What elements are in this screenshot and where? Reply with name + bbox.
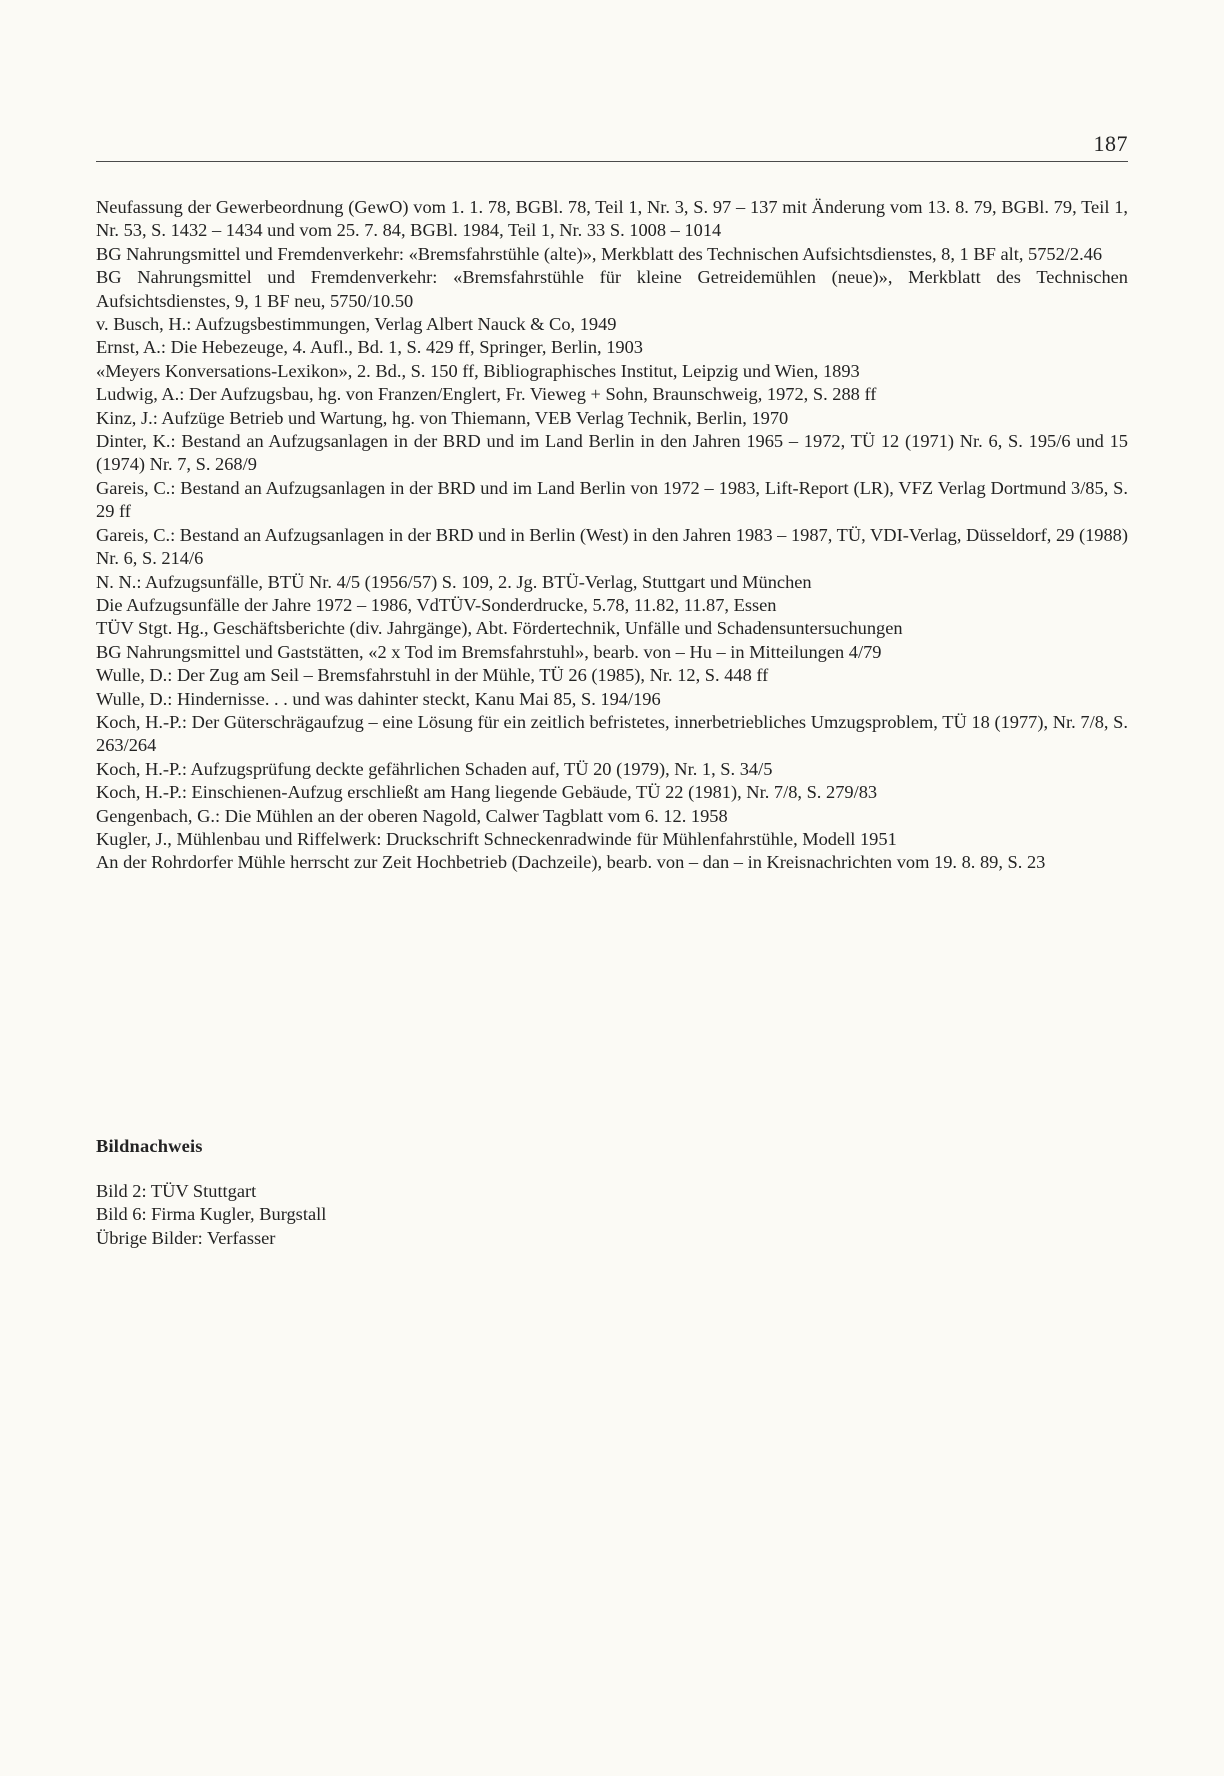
reference-item: Koch, H.-P.: Der Güterschrägaufzug – eine Lösung für ein zeitlich befristetes, innerbetriebliches Umzugsproblem, TÜ 18 (1977), Nr. 7/8, S. 263/264 [96,711,1128,756]
reference-item: BG Nahrungsmittel und Fremdenverkehr: «Bremsfahrstühle für kleine Getreidemühlen (neue)», Merkblatt des Technischen Aufsichtsdienstes, 9, 1 BF neu, 5750/10.50 [96,267,1128,311]
header-rule [96,161,1128,162]
reference-item: Die Aufzugsunfälle der Jahre 1972 – 1986, VdTÜV-Sonderdrucke, 5.78, 11.82, 11.87, Essen [96,594,777,615]
reference-item: Wulle, D.: Der Zug am Seil – Bremsfahrstuhl in der Mühle, TÜ 26 (1985), Nr. 12, S. 448 ff [96,665,769,686]
image-credit-item: Bild 6: Firma Kugler, Burgstall [96,1204,327,1225]
reference-item: An der Rohrdorfer Mühle herrscht zur Zeit Hochbetrieb (Dachzeile), bearb. von – dan – in Kreisnachrichten vom 19. 8. 89, S. 23 [96,852,1046,873]
page-number: 187 [1093,131,1128,156]
reference-item: v. Busch, H.: Aufzugsbestimmungen, Verlag Albert Nauck & Co, 1949 [96,314,617,335]
reference-item: Kugler, J., Mühlenbau und Riffelwerk: Druckschrift Schneckenradwinde für Mühlenfahrstühle, Modell 1951 [96,828,897,849]
image-credit-item: Übrige Bilder: Verfasser [96,1227,276,1248]
reference-item: Gengenbach, G.: Die Mühlen an der oberen Nagold, Calwer Tagblatt vom 6. 12. 1958 [96,805,728,826]
image-credit-item: Bild 2: TÜV Stuttgart [96,1181,257,1201]
reference-item: Ernst, A.: Die Hebezeuge, 4. Aufl., Bd. 1, S. 429 ff, Springer, Berlin, 1903 [96,337,643,358]
reference-item: N. N.: Aufzugsunfälle, BTÜ Nr. 4/5 (1956/57) S. 109, 2. Jg. BTÜ-Verlag, Stuttgart und München [96,571,812,592]
reference-item: Ludwig, A.: Der Aufzugsbau, hg. von Franzen/Englert, Fr. Vieweg + Sohn, Braunschweig, 1972, S. 288 ff [96,384,877,405]
reference-item: «Meyers Konversations-Lexikon», 2. Bd., S. 150 ff, Bibliographisches Institut, Leipzig und Wien, 1893 [96,360,860,381]
reference-item: Dinter, K.: Bestand an Aufzugsanlagen in der BRD und im Land Berlin in den Jahren 1965 – 1972, TÜ 12 (1971) Nr. 6, S. 195/6 und 15 (1974) Nr. 7, S. 268/9 [96,431,1128,475]
reference-item: BG Nahrungsmittel und Gaststätten, «2 x Tod im Bremsfahrstuhl», bearb. von – Hu – in Mitteilungen 4/79 [96,641,882,662]
reference-item: Kinz, J.: Aufzüge Betrieb und Wartung, hg. von Thiemann, VEB Verlag Technik, Berlin, 1970 [96,407,789,428]
image-credits-list [96,1180,326,1250]
image-credits-heading: Bildnachweis [96,1136,203,1156]
reference-item: Neufassung der Gewerbeordnung (GewO) vom 1. 1. 78, BGBl. 78, Teil 1, Nr. 3, S. 97 – 137 mit Änderung vom 13. 8. 79, BGBl. 79, Teil 1, Nr. 53, S. 1432 – 1434 und vom 25. 7. 84, BGBl. 1984, Teil 1, Nr. 33 S. 1008 – 1014 [96,197,1128,241]
reference-item: TÜV Stgt. Hg., Geschäftsberichte (div. Jahrgänge), Abt. Fördertechnik, Unfälle und Schadensuntersuchungen [96,618,903,639]
reference-item: Gareis, C.: Bestand an Aufzugsanlagen in der BRD und im Land Berlin von 1972 – 1983, Lift-Report (LR), VFZ Verlag Dortmund 3/85, S. 29 ff [96,477,1128,522]
reference-item: Wulle, D.: Hindernisse. . . und was dahinter steckt, Kanu Mai 85, S. 194/196 [96,688,661,709]
reference-item: Koch, H.-P.: Einschienen-Aufzug erschließt am Hang liegende Gebäude, TÜ 22 (1981), Nr. 7/8, S. 279/83 [96,782,878,803]
reference-item: BG Nahrungsmittel und Fremdenverkehr: «Bremsfahrstühle (alte)», Merkblatt des Technischen Aufsichtsdienstes, 8, 1 BF alt, 5752/2.46 [96,243,1103,264]
reference-list [96,196,1128,875]
reference-item: Koch, H.-P.: Aufzugsprüfung deckte gefährlichen Schaden auf, TÜ 20 (1979), Nr. 1, S. 34/5 [96,758,773,779]
reference-item: Gareis, C.: Bestand an Aufzugsanlagen in der BRD und in Berlin (West) in den Jahren 1983 – 1987, TÜ, VDI-Verlag, Düsseldorf, 29 (1988) Nr. 6, S. 214/6 [96,524,1128,569]
